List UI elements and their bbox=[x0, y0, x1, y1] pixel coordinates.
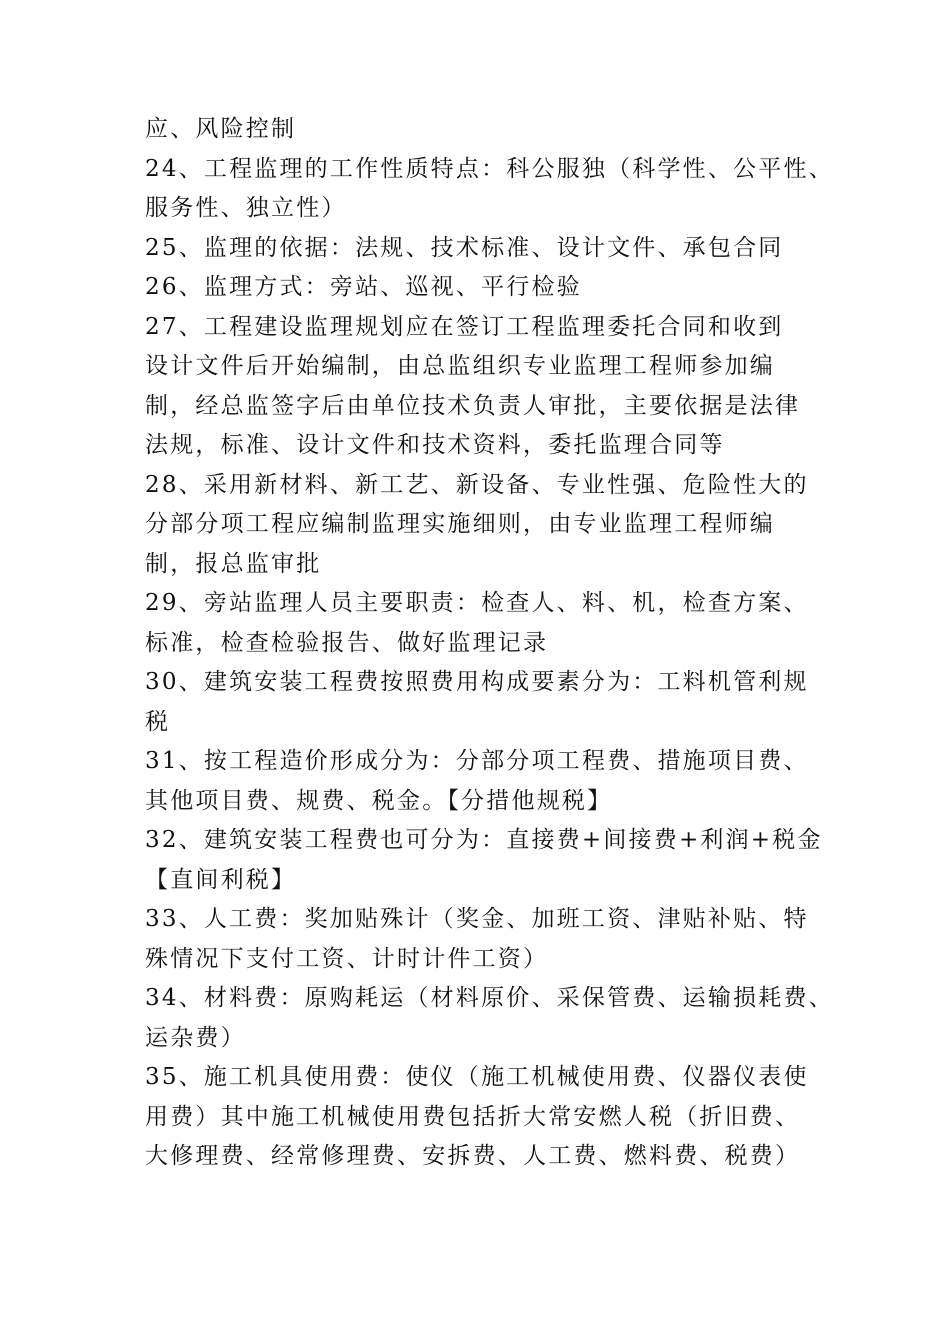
text-line: 法规，标准、设计文件和技术资料，委托监理合同等 bbox=[145, 432, 725, 458]
text-line: 殊情况下支付工资、计时计件工资） bbox=[145, 945, 549, 972]
text-line: 25、监理的依据：法规、技术标准、设计文件、承包合同 bbox=[145, 234, 784, 261]
text-line: 24、工程监理的工作性质特点：科公服独（科学性、公平性、 bbox=[145, 155, 834, 182]
text-line: 33、人工费：奖加贴殊计（奖金、加班工资、津贴补贴、特 bbox=[145, 906, 809, 932]
text-line: 31、按工程造价形成分为：分部分项工程费、措施项目费、 bbox=[145, 748, 809, 774]
text-line: 27、工程建设监理规划应在签订工程监理委托合同和收到 bbox=[145, 313, 784, 340]
text-line: 用费）其中施工机械使用费包括折大常安燃人税（折旧费、 bbox=[145, 1103, 801, 1130]
text-line: 35、施工机具使用费：使仪（施工机械使用费、仪器仪表使 bbox=[145, 1064, 809, 1090]
text-line: 应、风险控制 bbox=[145, 116, 297, 142]
text-line: 29、旁站监理人员主要职责：检查人、料、机，检查方案、 bbox=[145, 590, 809, 616]
text-line: 34、材料费：原购耗运（材料原价、采保管费、运输损耗费、 bbox=[145, 985, 834, 1011]
text-line: 设计文件后开始编制，由总监组织专业监理工程师参加编 bbox=[145, 353, 775, 379]
text-line: 28、采用新材料、新工艺、新设备、专业性强、危险性大的 bbox=[145, 471, 809, 498]
document-body bbox=[145, 110, 834, 1177]
text-line: 26、监理方式：旁站、巡视、平行检验 bbox=[145, 274, 582, 300]
text-line: 30、建筑安装工程费按照费用构成要素分为：工料机管利规 bbox=[145, 669, 809, 695]
text-line: 大修理费、经常修理费、安拆费、人工费、燃料费、税费） bbox=[145, 1143, 801, 1169]
text-line: 运杂费） bbox=[145, 1024, 246, 1051]
text-line: 制，报总监审批 bbox=[145, 550, 322, 577]
text-line: 分部分项工程应编制监理实施细则，由专业监理工程师编 bbox=[145, 511, 775, 537]
text-line: 制，经总监签字后由单位技术负责人审批，主要依据是法律 bbox=[145, 392, 801, 419]
text-line: 标准，检查检验报告、做好监理记录 bbox=[145, 629, 549, 656]
text-line: 【直间利税】 bbox=[145, 866, 297, 893]
text-line: 服务性、独立性） bbox=[145, 195, 347, 221]
text-line: 其他项目费、规费、税金。【分措他规税】 bbox=[145, 787, 613, 814]
text-line: 32、建筑安装工程费也可分为：直接费+间接费+利润+税金 bbox=[145, 827, 823, 853]
text-line: 税 bbox=[145, 708, 171, 735]
